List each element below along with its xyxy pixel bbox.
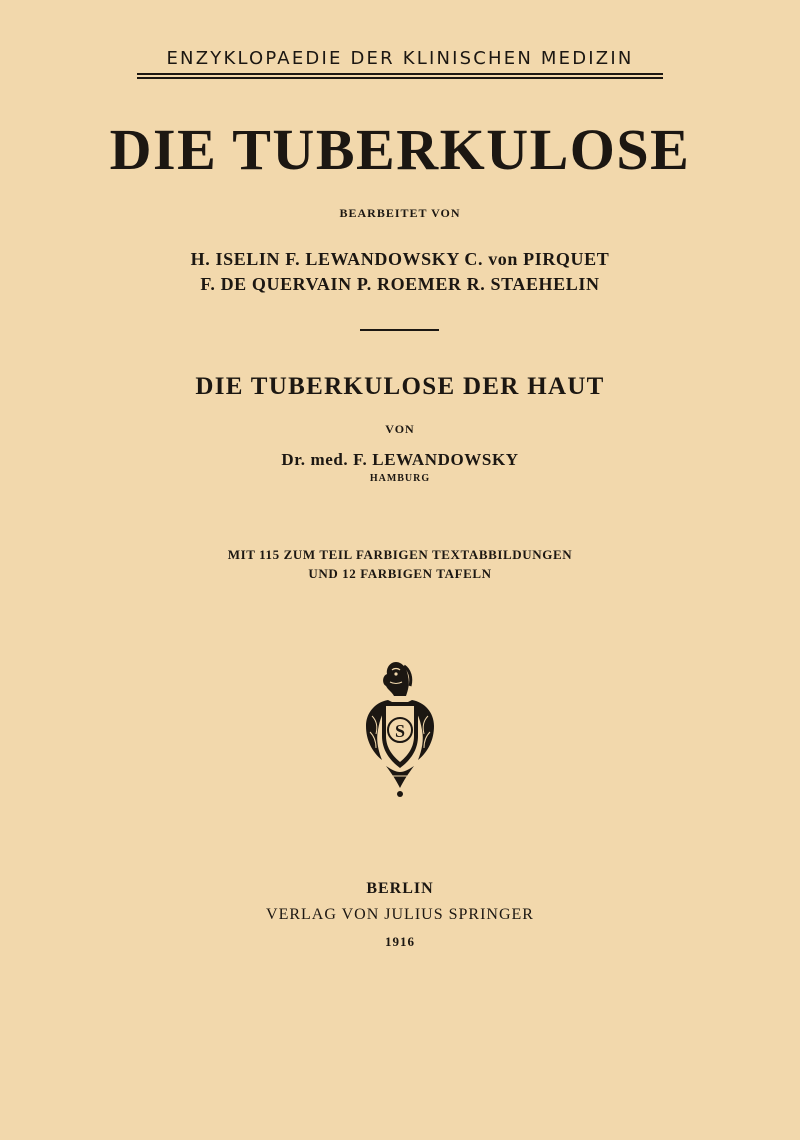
imprint-publisher: VERLAG VON JULIUS SPRINGER xyxy=(266,906,534,923)
separator-rule xyxy=(360,329,439,331)
series-rule-top xyxy=(137,73,663,75)
volume-author: Dr. med. F. LEWANDOWSKY xyxy=(281,450,519,469)
illustrations-line-1: MIT 115 ZUM TEIL FARBIGEN TEXTABBILDUNGEN xyxy=(227,547,573,562)
volume-subtitle: DIE TUBERKULOSE DER HAUT xyxy=(195,373,605,400)
by-label: VON xyxy=(385,422,415,436)
series-rule-bottom xyxy=(137,77,663,79)
author-city: HAMBURG xyxy=(369,473,431,484)
authors-line-1: H. ISELIN F. LEWANDOWSKY C. von PIRQUET xyxy=(190,249,610,269)
main-title: DIE TUBERKULOSE xyxy=(109,117,691,182)
authors-line-2: F. DE QUERVAIN P. ROEMER R. STAEHELIN xyxy=(200,274,600,294)
emblem-letter: S xyxy=(394,721,406,741)
imprint-city: BERLIN xyxy=(366,880,434,897)
springer-horse-emblem-icon xyxy=(352,656,448,800)
illustrations-line-2: UND 12 FARBIGEN TAFELN xyxy=(308,566,492,581)
edited-by-label: BEARBEITET VON xyxy=(339,206,461,220)
imprint-year: 1916 xyxy=(385,934,415,949)
series-title: ENZYKLOPAEDIE DER KLINISCHEN MEDIZIN xyxy=(166,48,634,69)
